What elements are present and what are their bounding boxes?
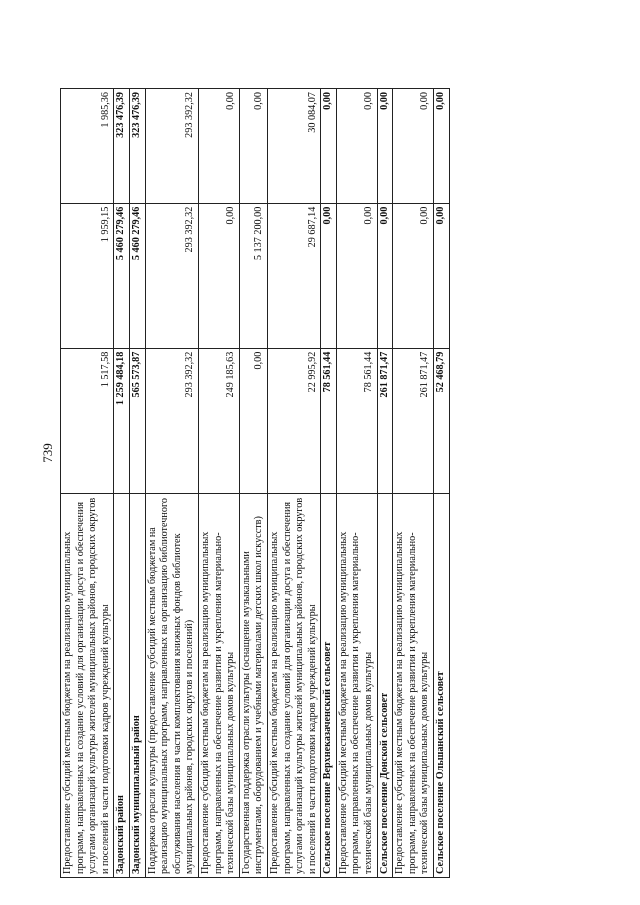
table-row-subtotal <box>129 89 145 878</box>
row-value-1-cell: 52 468,79 <box>434 348 450 493</box>
row-value-1-cell: 565 573,87 <box>129 348 145 493</box>
row-value-3-cell: 0,00 <box>239 89 267 204</box>
row-value-3-cell: 293 392,32 <box>145 89 198 204</box>
row-name-cell: Предоставление субсидий местным бюджетам на реализацию муниципальных программ, направленных на создание условий для организации досуга и обеспечения услугами организаций культуры жителей муниципальных районов, городских округов и поселений в части подготовки кадров учреждений культуры <box>61 493 114 877</box>
page-number: 739 <box>40 443 55 463</box>
row-value-1-cell: 78 561,44 <box>321 348 337 493</box>
row-value-2-cell: 0,00 <box>434 203 450 348</box>
row-value-2-cell: 1 959,15 <box>61 203 114 348</box>
row-value-3-cell: 323 476,39 <box>114 89 130 204</box>
row-value-2-cell: 0,00 <box>336 203 377 348</box>
table-row-subtotal <box>321 89 337 878</box>
row-value-2-cell: 0,00 <box>321 203 337 348</box>
row-value-3-cell: 0,00 <box>321 89 337 204</box>
row-value-3-cell: 0,00 <box>377 89 393 204</box>
table-row-subtotal <box>434 89 450 878</box>
row-value-1-cell: 261 871,47 <box>377 348 393 493</box>
row-value-2-cell: 293 392,32 <box>145 203 198 348</box>
row-value-1-cell: 293 392,32 <box>145 348 198 493</box>
row-value-2-cell: 29 687,14 <box>267 203 320 348</box>
row-value-3-cell: 30 084,07 <box>267 89 320 204</box>
table-row <box>145 89 198 878</box>
row-value-1-cell: 0,00 <box>239 348 267 493</box>
row-value-3-cell: 0,00 <box>393 89 434 204</box>
row-name-cell: Предоставление субсидий местным бюджетам на реализацию муниципальных программ, направленных на обеспечение развития и укрепления материально-технической базы муниципальных домов культуры <box>393 493 434 877</box>
row-name-cell: Поддержка отрасли культуры (предоставление субсидий местным бюджетам на реализацию муниципальных программ, направленных на организацию библиотечного обслуживания населения в части комплектования книжных фондов библиотек муниципальных районов, городских округов и поселений) <box>145 493 198 877</box>
row-name-cell: Государственная поддержка отрасли культуры (оснащение музыкальными инструментами, оборудованием и учебными материалами детских школ искусств) <box>239 493 267 877</box>
row-value-3-cell: 0,00 <box>434 89 450 204</box>
row-name-cell: Сельское поселение Ольшанский сельсовет <box>434 493 450 877</box>
table-row <box>267 89 320 878</box>
row-value-2-cell: 5 460 279,46 <box>114 203 130 348</box>
table-row-subtotal <box>377 89 393 878</box>
subsidy-table-body <box>61 89 450 878</box>
row-name-cell: Предоставление субсидий местным бюджетам на реализацию муниципальных программ, направленных на создание условий для организации досуга и обеспечения услугами организаций культуры жителей муниципальных районов, городских округов и поселений в части подготовки кадров учреждений культуры <box>267 493 320 877</box>
row-value-3-cell: 1 985,36 <box>61 89 114 204</box>
row-value-1-cell: 78 561,44 <box>336 348 377 493</box>
row-value-2-cell: 0,00 <box>377 203 393 348</box>
table-row <box>239 89 267 878</box>
row-value-2-cell: 5 137 200,00 <box>239 203 267 348</box>
rotated-table-container <box>60 88 580 878</box>
row-name-cell: Задонский район <box>114 493 130 877</box>
row-name-cell: Предоставление субсидий местным бюджетам на реализацию муниципальных программ, направленных на обеспечение развития и укрепления материально-технической базы муниципальных домов культуры <box>198 493 239 877</box>
row-value-3-cell: 0,00 <box>198 89 239 204</box>
row-value-1-cell: 1 517,58 <box>61 348 114 493</box>
row-name-cell: Предоставление субсидий местным бюджетам на реализацию муниципальных программ, направленных на обеспечение развития и укрепления материально-технической базы муниципальных домов культуры <box>336 493 377 877</box>
table-row <box>393 89 434 878</box>
table-row <box>336 89 377 878</box>
row-value-2-cell: 0,00 <box>393 203 434 348</box>
subsidy-table <box>60 88 450 878</box>
table-row <box>61 89 114 878</box>
row-value-2-cell: 0,00 <box>198 203 239 348</box>
row-value-3-cell: 0,00 <box>336 89 377 204</box>
row-name-cell: Задонский муниципальный район <box>129 493 145 877</box>
row-value-1-cell: 22 995,92 <box>267 348 320 493</box>
row-value-1-cell: 249 185,63 <box>198 348 239 493</box>
table-row <box>198 89 239 878</box>
row-value-3-cell: 323 476,39 <box>129 89 145 204</box>
row-value-1-cell: 1 259 484,18 <box>114 348 130 493</box>
table-row-subtotal <box>114 89 130 878</box>
row-name-cell: Сельское поселение Верхнеказаченский сельсовет <box>321 493 337 877</box>
row-value-2-cell: 5 460 279,46 <box>129 203 145 348</box>
row-name-cell: Сельское поселение Донской сельсовет <box>377 493 393 877</box>
row-value-1-cell: 261 871,47 <box>393 348 434 493</box>
